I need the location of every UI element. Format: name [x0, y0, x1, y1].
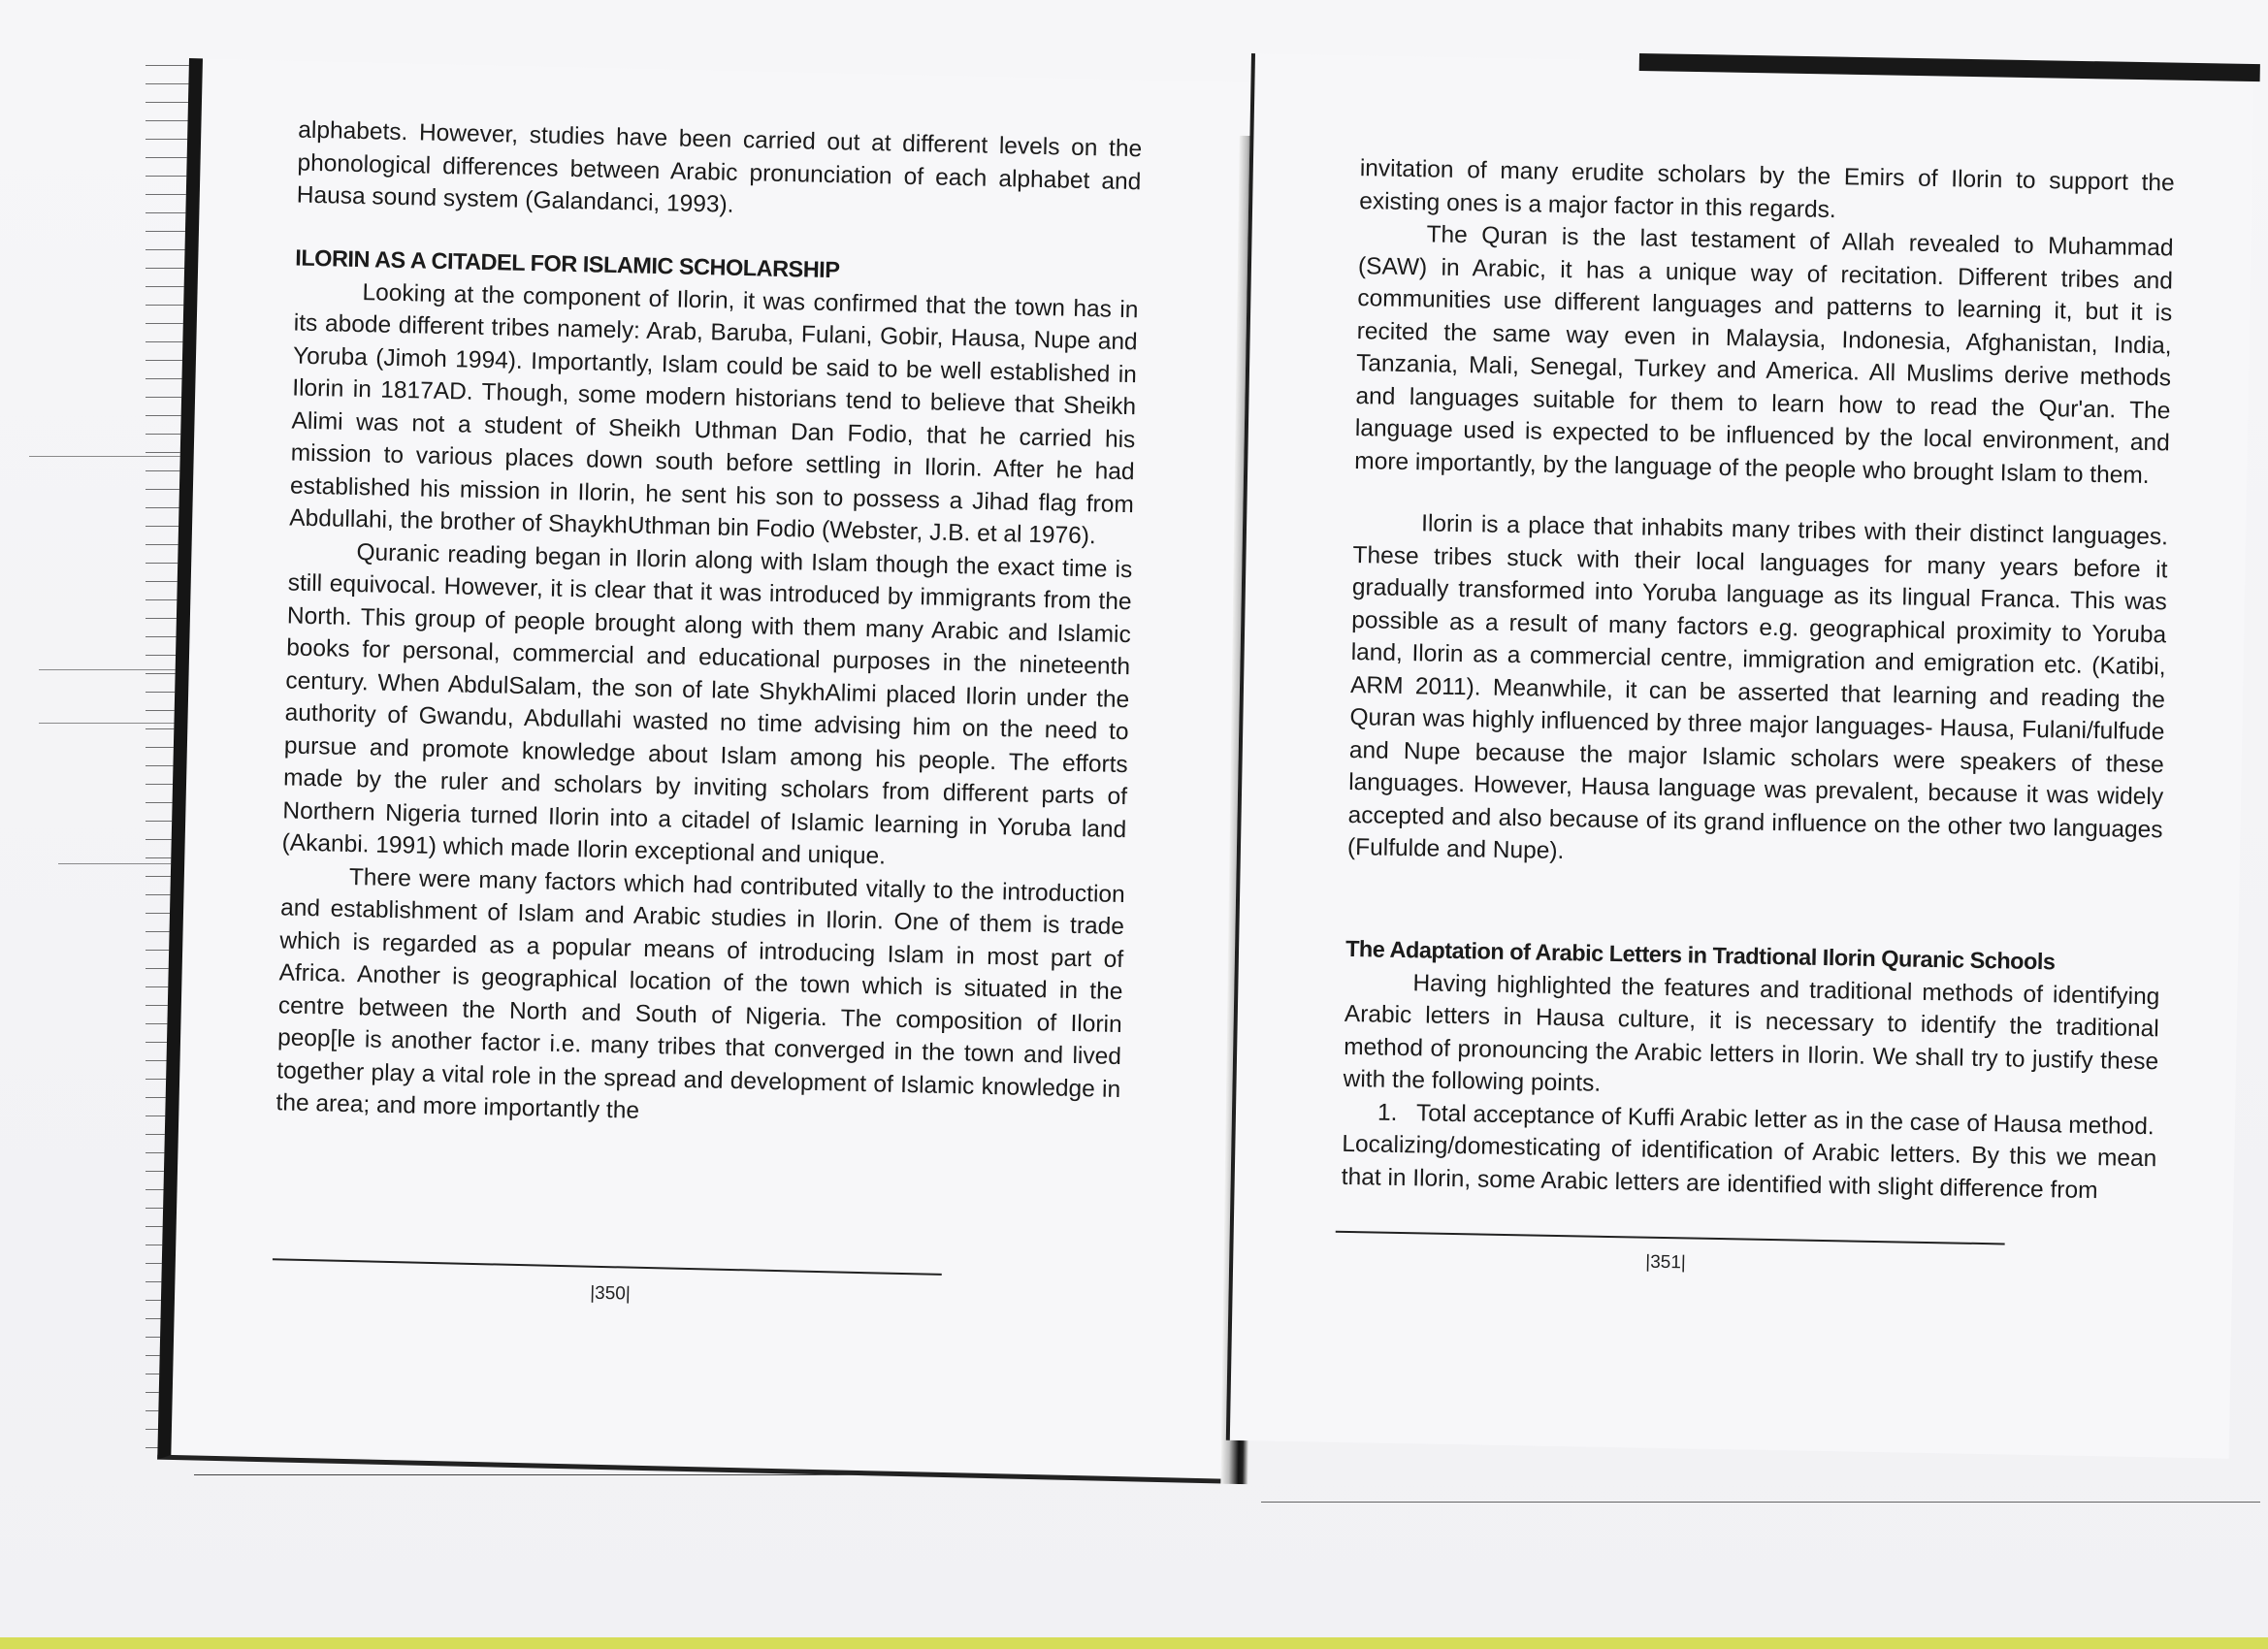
left-page: [157, 58, 1255, 1484]
body-paragraph: There were many factors which had contributed vitally to the introduction and establishment of Islam and Arabic studies in Ilorin. One of them is trade which is regarded as a popular means of introducing Islam in most part of Africa. Another is geographical location of the town which is situated in the centre between the North and South of Nigeria. The composition of Ilorin peop[le is another factor i.e. many tribes that converged in the town and lived together play a vital role in the spread and development of Islamic knowledge in the area; and more importantly the: [275, 863, 1125, 1124]
scan-artifact-line: [1261, 1502, 2260, 1503]
footer-rule: [273, 1258, 942, 1276]
body-paragraph: Quranic reading began in Ilorin along with Islam though the exact time is still equivocal. However, it is clear that it was introduced by immigrants from the North. This group of people brought along with them many Arabic and Islamic books for personal, commercial and educational purposes in the nineteenth century. When AbdulSalam, the son of late ShykhAlimi placed Ilorin under the authority of Gwandu, Abdullahi wasted no time advising him on the need to pursue and promote knowledge about Islam among his people. The efforts made by the ruler and scholars by inviting scholars from different parts of Northern Nigeria turned Ilorin into a citadel of Islamic learning in Yoruba land (Akanbi. 1991) which made Ilorin exceptional and unique.: [281, 538, 1133, 870]
page-number: |350|: [589, 1282, 632, 1305]
body-paragraph: Localizing/domesticating of identification of Arabic letters. By this we mean that in Ilorin, some Arabic letters are identified with slight difference from: [1341, 1130, 2157, 1204]
right-page: [1226, 53, 2254, 1459]
right-page-content: [1341, 152, 2175, 1208]
scan-artifact-line: [29, 456, 204, 457]
body-paragraph: The Quran is the last testament of Allah revealed to Muhammad (SAW) in Arabic, it has a unique way of recitation. Different tribes and communities use different languages and patterns to learning it, but it is recited the same way even in Malaysia, Indonesia, Afghanistan, India, Tanzania, Mali, Senegal, Turkey and America. All Muslims derive methods and languages suitable for them to learn how to read the Qur'an. The language used is expected to be influenced by the local environment, and more importantly, by the language of the people who brought Islam to them.: [1354, 221, 2174, 489]
list-text: Total acceptance of Kuffi Arabic letter as in the case of Hausa method.: [1415, 1099, 2155, 1140]
list-number: 1.: [1377, 1099, 1398, 1126]
section-heading: The Adaptation of Arabic Letters in Tradtional Ilorin Quranic Schools: [1345, 935, 2056, 974]
page-number: |351|: [1645, 1251, 1686, 1274]
body-paragraph: Looking at the component of Ilorin, it was confirmed that the town has in its abode different tribes namely: Arab, Baruba, Fulani, Gobir, Hausa, Nupe and Yoruba (Jimoh 1994). Importantly, Islam could be said to be well established in Ilorin in 1817AD. Though, some modern historians tend to believe that Sheikh Alimi was not a student of Sheikh Uthman Dan Fodio, that he carried his mission to various places down south before settling in Ilorin. After he had established his mission in Ilorin, he sent his son to possess a Jihad flag from Abdullahi, the brother of ShaykhUthman bin Fodio (Webster, J.B. et al 1976).: [288, 278, 1139, 550]
intro-paragraph: invitation of many erudite scholars by the Emirs of Ilorin to support the existing ones is a major factor in this regards.: [1358, 155, 2175, 223]
body-paragraph: Having highlighted the features and traditional methods of identifying Arabic letters in Hausa culture, it is necessary to identify the traditional method of pronouncing the Arabic letters in Ilorin. We shall try to justify these with the following points.: [1343, 969, 2160, 1097]
intro-paragraph: alphabets. However, studies have been carried out at different levels on the phonological differences between Arabic pronunciation of each alphabet and Hausa sound system (Galandanci, 1993).: [296, 116, 1143, 218]
body-paragraph: Ilorin is a place that inhabits many tribes with their distinct languages. These tribes stuck with their local languages for many years before it gradually transformed into Yoruba language as its lingual Franca. This was possible as a result of many factors e.g. geographical proximity to Yoruba land, Ilorin as a commercial centre, immigration and emigration etc. (Katibi, ARM 2011). Meanwhile, it can be asserted that learning and reading the Quran was highly influenced by three major languages- Hausa, Fulani/fulfude and Nupe because the major Islamic scholars were speakers of these languages. However, Hausa language was prevalent, because it was widely accepted and also because of its grand influence on the other two languages (Fulfulde and Nupe).: [1346, 510, 2169, 865]
footer-rule: [1336, 1231, 2005, 1245]
left-page-content: [275, 114, 1142, 1139]
scanner-bottom-strip: [0, 1637, 2268, 1649]
section-heading: ILORIN AS A CITADEL FOR ISLAMIC SCHOLARSHIP: [295, 244, 840, 282]
